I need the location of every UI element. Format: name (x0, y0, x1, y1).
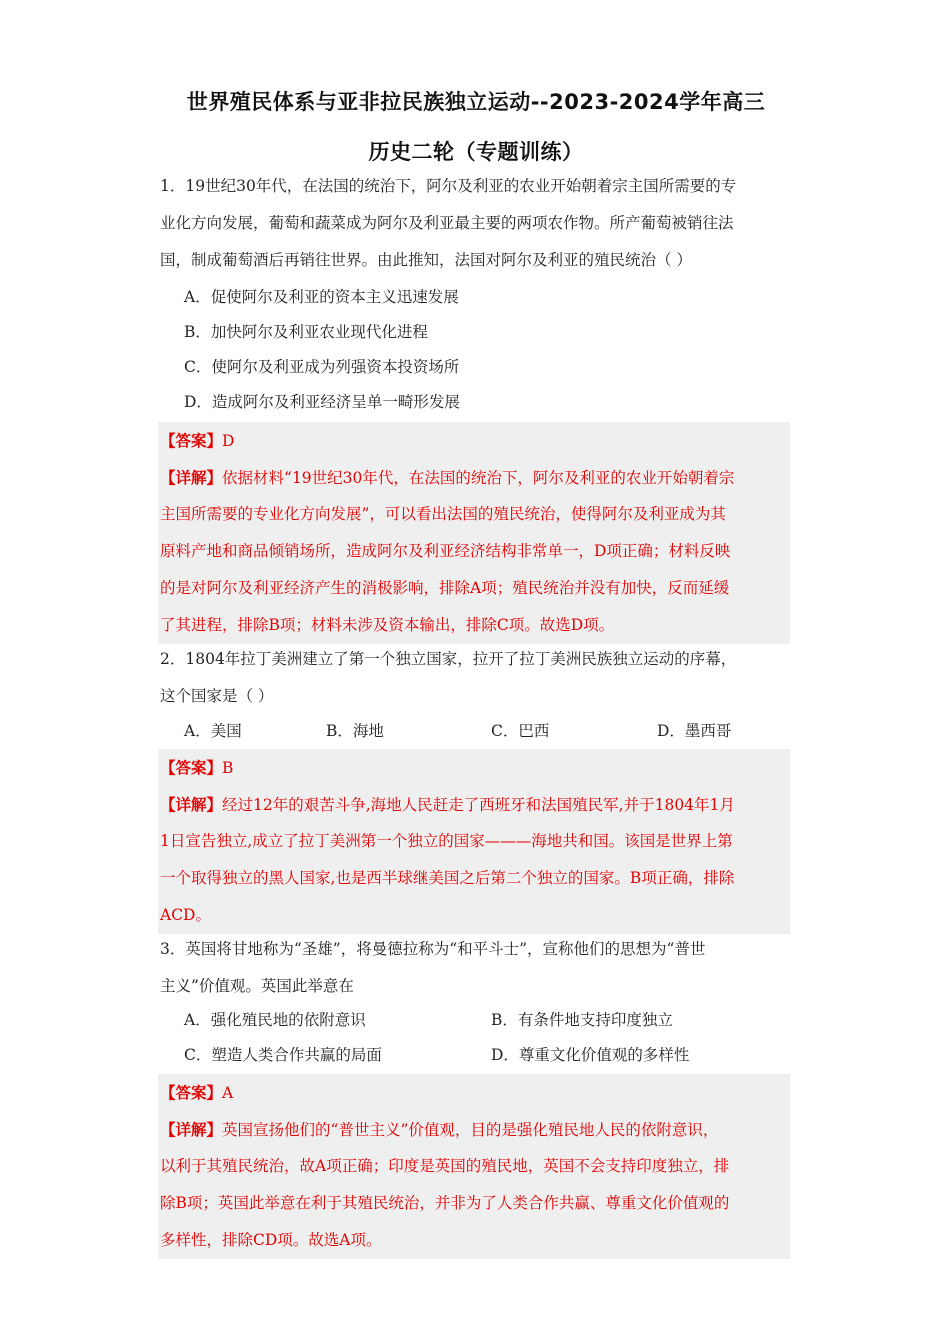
title-line-2: 历史二轮（专题训练） (368, 140, 584, 164)
q1-detail-line-5: 了其进程，排除B项；材料未涉及资本输出，排除C项。故选D项。 (160, 616, 615, 634)
q2-detail-text-1: 经过12年的艰苦斗争,海地人民赶走了西班牙和法国殖民军,并于1804年1月 (222, 796, 735, 814)
q2-detail-line-2: 1日宣告独立,成立了拉丁美洲第一个独立的国家———海地共和国。该国是世界上第 (160, 832, 733, 850)
q1-detail-line-3: 原料产地和商品倾销场所，造成阿尔及利亚经济结构非常单一，D项正确；材料反映 (160, 542, 731, 560)
q3-answer-tag: 【答案】 (160, 1083, 223, 1102)
title-line-1: 世界殖民体系与亚非拉民族独立运动--2023-2024学年高三 (186, 90, 766, 114)
q3-option-b: B．有条件地支持印度独立 (491, 1011, 673, 1029)
q3-detail-line-3: 除B项；英国此举意在利于其殖民统治，并非为了人类合作共赢、尊重文化价值观的 (160, 1194, 730, 1212)
q1-stem-line-3: 国，制成葡萄酒后再销往世界。由此推知，法国对阿尔及利亚的殖民统治（ ） (160, 251, 692, 269)
q2-answer-tag: 【答案】 (160, 758, 223, 777)
q2-option-b: B．海地 (326, 722, 384, 740)
q1-detail-line-2: 主国所需要的专业化方向发展”，可以看出法国的殖民统治，使得阿尔及利亚成为其 (160, 505, 726, 523)
q3-stem-line-2: 主义”价值观。英国此举意在 (160, 977, 354, 995)
q3-detail-text-1: 英国宣扬他们的“普世主义”价值观，目的是强化殖民地人民的依附意识， (222, 1121, 719, 1139)
q2-option-a: A．美国 (184, 722, 242, 740)
q1-option-a: A．促使阿尔及利亚的资本主义迅速发展 (184, 288, 459, 306)
q2-answer-block (158, 749, 790, 934)
q1-stem-line-2: 业化方向发展，葡萄和蔬菜成为阿尔及利亚最主要的两项农作物。所产葡萄被销往法 (160, 214, 734, 232)
q1-answer: D (222, 432, 235, 450)
q3-stem-line-1: 3．英国将甘地称为“圣雄”，将曼德拉称为“和平斗士”，宣称他们的思想为“普世 (160, 940, 706, 958)
q1-detail-text-1: 依据材料“19世纪30年代，在法国的统治下，阿尔及利亚的农业开始朝着宗 (222, 469, 735, 487)
q3-answer-line (158, 1074, 790, 1111)
q3-detail-line-4: 多样性，排除CD项。故选A项。 (160, 1231, 382, 1249)
q1-detail-line-4: 的是对阿尔及利亚经济产生的消极影响，排除A项；殖民统治并没有加快，反而延缓 (160, 579, 730, 597)
q1-option-c: C．使阿尔及利亚成为列强资本投资场所 (184, 358, 460, 376)
q2-answer: B (222, 759, 234, 777)
q3-answer: A (222, 1084, 234, 1102)
q1-option-b: B．加快阿尔及利亚农业现代化进程 (184, 323, 428, 341)
q3-detail-line-2: 以利于其殖民统治，故A项正确；印度是英国的殖民地，英国不会支持印度独立，排 (160, 1157, 730, 1175)
q2-detail-line-4: ACD。 (160, 906, 211, 924)
q3-option-d: D．尊重文化价值观的多样性 (491, 1046, 690, 1064)
q1-detail-line-1 (158, 459, 790, 496)
q1-stem-line-1: 1．19世纪30年代，在法国的统治下，阿尔及利亚的农业开始朝着宗主国所需要的专 (160, 177, 737, 195)
q2-answer-line (158, 749, 790, 786)
q3-answer-block (158, 1074, 790, 1259)
q2-detail-line-3: 一个取得独立的黑人国家,也是西半球继美国之后第二个独立的国家。B项正确，排除 (160, 869, 735, 887)
q1-detail-tag: 【详解】 (160, 468, 223, 487)
q3-detail-tag: 【详解】 (160, 1120, 223, 1139)
q1-answer-block (158, 422, 790, 644)
q1-option-d: D．造成阿尔及利亚经济呈单一畸形发展 (184, 393, 460, 411)
q2-detail-tag: 【详解】 (160, 795, 223, 814)
q3-option-c: C．塑造人类合作共赢的局面 (184, 1046, 382, 1064)
q2-option-d: D．墨西哥 (657, 722, 732, 740)
q3-option-a: A．强化殖民地的依附意识 (184, 1011, 366, 1029)
q2-option-c: C．巴西 (491, 722, 550, 740)
q3-detail-line-1 (158, 1111, 790, 1148)
q2-detail-line-1 (158, 786, 790, 823)
q2-stem-line-1: 2．1804年拉丁美洲建立了第一个独立国家，拉开了拉丁美洲民族独立运动的序幕， (160, 650, 737, 668)
q1-answer-tag: 【答案】 (160, 431, 223, 450)
q2-stem-line-2: 这个国家是（ ） (160, 687, 274, 705)
q1-answer-line (158, 422, 790, 459)
